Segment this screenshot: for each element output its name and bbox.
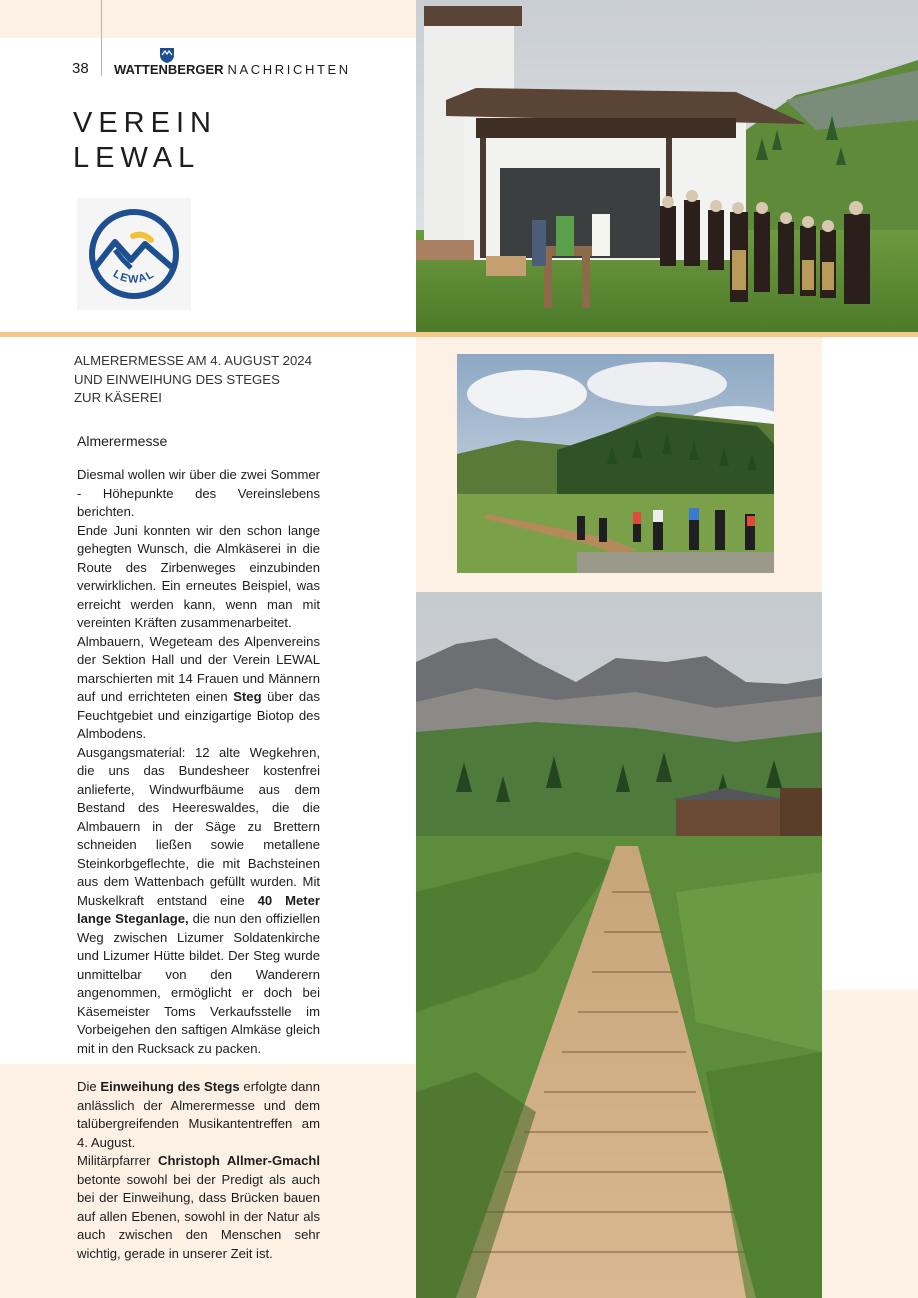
article-body [77, 466, 320, 1058]
subhead-line1: ALMERERMESSE AM 4. AUGUST 2024 [74, 353, 312, 368]
paragraph-3 [77, 633, 320, 744]
paragraph-3-text: Almbauern, Wegeteam des Alpenvereins der Sektion Hall und der Verein LEWAL marschierten mit 14 Frauen und Männern auf und errichteten einen [77, 633, 320, 704]
paragraph-5-text-end: erfolgte dann anlässlich der Almerermesse und dem talübergreifenden Musikantentreffen am 4. August. [77, 1079, 320, 1150]
article-heading: Almerermesse [77, 433, 168, 449]
lewal-logo [77, 198, 191, 310]
section-title [73, 106, 217, 176]
photo-boardwalk-mountains [416, 592, 822, 1298]
paragraph-6-text-end: betonte sowohl bei der Predigt als auch bei der Einweihung, dass Brücken bauen auf allen Ebenen, sowohl in der Natur als auch zwischen den Menschen sehr wichtig, gerade in unserer Zeit ist. [77, 1171, 320, 1261]
paragraph-6-bold: Christoph Allmer-Gmachl [158, 1153, 320, 1168]
photo-chapel-mass [416, 0, 918, 332]
cream-panel-right-lower [822, 990, 918, 1298]
page-number: 38 [72, 60, 89, 77]
paragraph-4 [77, 744, 320, 1059]
magazine-title-rest: NACHRICHTEN [227, 62, 351, 77]
article-subhead [74, 352, 374, 408]
article-body-continued [77, 1078, 320, 1263]
subhead-line2: UND EINWEIHUNG DES STEGES [74, 371, 280, 387]
paragraph-3-text-end: über das Feuchtgebiet und einzigartige Biotop des Almbodens. [77, 689, 320, 741]
paragraph-3-bold: Steg [233, 689, 262, 704]
paragraph-5-text: Die [77, 1079, 101, 1094]
header-background [0, 0, 416, 38]
paragraph-4-text: Ausgangsmaterial: 12 alte Wegkehren, die uns das Bundesheer kostenfrei anlieferte, Windwurfbäume aus dem Bestand des Heereswaldes, die die Almbauern in der Säge zu Brettern schneiden ließen sowie metallene Steinkorbgeflechte, die mit Bachsteinen aus dem Wattenbach gefüllt wurden. Mit Muskelkraft entstand eine [77, 744, 320, 908]
paragraph-1: Diesmal wollen wir über die zwei Sommer - Höhepunkte des Vereinslebens berichten. [77, 467, 320, 519]
paragraph-6-text: Militärpfarrer [77, 1153, 158, 1168]
paragraph-2: Ende Juni konnten wir den schon lange gehegten Wunsch, die Almkäserei in die Route des Zirbenweges einzubinden verwirklichen. Ein erneutes Beispiel, was erreicht werden kann, wenn man mit vereinten Kräften zusammenarbeitet. [77, 522, 320, 630]
photo-hikers-boardwalk [457, 354, 774, 573]
paragraph-5 [77, 1078, 320, 1152]
paragraph-4-bold: 40 Meter lange Steganlage, [77, 892, 320, 926]
section-title-line2: LEWAL [73, 142, 201, 174]
svg-text:LEWAL [111, 268, 157, 286]
magazine-title-bold: WATTENBERGER [114, 62, 224, 77]
paragraph-5-bold: Einweihung des Stegs [100, 1079, 240, 1094]
paragraph-6 [77, 1152, 320, 1263]
logo-text: LEWAL [110, 267, 158, 286]
section-title-line1: VEREIN [73, 107, 217, 139]
subhead-line3: ZUR KÄSEREI [74, 390, 162, 405]
header-divider [101, 0, 102, 76]
paragraph-4-text-end: die nun den offiziellen Weg zwischen Lizumer Soldatenkirche und Lizumer Hütte bildet. Der Steg wurde unmittelbar von den Wanderern angenommen, ermöglicht er doch bei Käsemeister Toms Verkaufsstelle im Vorbeigehen den saftigen Almkäse gleich mit in den Rucksack zu packen. [77, 911, 320, 1056]
magazine-title [114, 62, 351, 77]
gold-divider-rule [0, 332, 918, 337]
